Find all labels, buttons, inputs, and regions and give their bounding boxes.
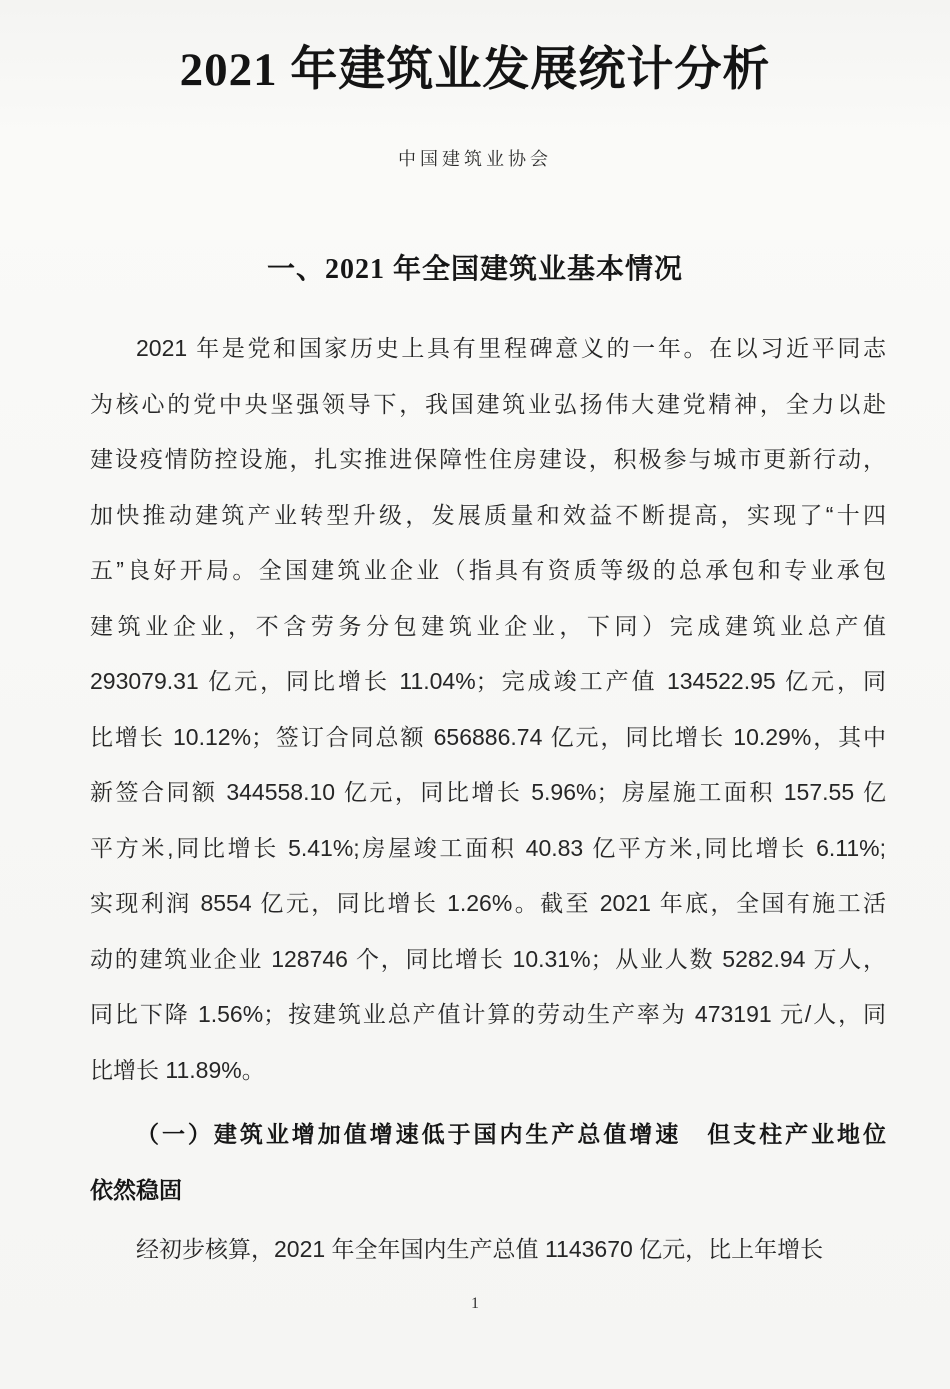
paragraph-line: 平方米,同比增长 5.41%;房屋竣工面积 40.83 亿平方米,同比增长 6.11%;: [90, 834, 886, 861]
paragraph-line: 2021 年是党和国家历史上具有里程碑意义的一年。在以习近平同志: [136, 335, 886, 361]
document-page: [0, 42, 950, 1389]
paragraph-line: 实现利润 8554 亿元，同比增长 1.26%。截至 2021 年底，全国有施工活: [90, 890, 886, 916]
paragraph-overview: [90, 321, 886, 1098]
paragraph-gdp: [90, 1222, 886, 1278]
paragraph-line: 经初步核算，2021 年全年国内生产总值 1143670 亿元，比上年增长: [136, 1236, 824, 1262]
paragraph-line: 动的建筑业企业 128746 个，同比增长 10.31%；从业人数 5282.94 万人，: [90, 945, 886, 972]
subsection-heading-line: （一）建筑业增加值增速低于国内生产总值增速 但支柱产业地位: [136, 1121, 886, 1147]
paragraph-line: 建设疫情防控设施，扎实推进保障性住房建设，积极参与城市更新行动，: [90, 446, 886, 472]
paragraph-line: 比增长 11.89%。: [90, 1056, 265, 1083]
paragraph-line: 293079.31 亿元，同比增长 11.04%；完成竣工产值 134522.95 亿元，同: [90, 668, 886, 694]
paragraph-line: 建筑业企业，不含劳务分包建筑业企业，下同）完成建筑业总产值: [90, 612, 886, 639]
subsection-heading: [90, 1107, 886, 1218]
paragraph-line: 同比下降 1.56%；按建筑业总产值计算的劳动生产率为 473191 元/人，同: [90, 1001, 886, 1027]
paragraph-line: 新签合同额 344558.10 亿元，同比增长 5.96%；房屋施工面积 157.55 亿: [90, 779, 886, 805]
document-author: 中国建筑业协会: [398, 149, 552, 169]
paragraph-line: 比增长 10.12%；签订合同总额 656886.74 亿元，同比增长 10.29%，其中: [90, 723, 886, 750]
paragraph-line: 加快推动建筑产业转型升级，发展质量和效益不断提高，实现了“十四: [90, 501, 886, 528]
document-title: 2021 年建筑业发展统计分析: [179, 44, 771, 96]
paragraph-line: 为核心的党中央坚强领导下，我国建筑业弘扬伟大建党精神，全力以赴: [90, 390, 886, 417]
section-heading: 一、2021 年全国建筑业基本情况: [266, 254, 683, 285]
subsection-heading-line: 依然稳固: [90, 1176, 182, 1203]
paragraph-line: 五”良好开局。全国建筑业企业（指具有资质等级的总承包和专业承包: [90, 557, 886, 583]
page-number: 1: [471, 1294, 479, 1312]
